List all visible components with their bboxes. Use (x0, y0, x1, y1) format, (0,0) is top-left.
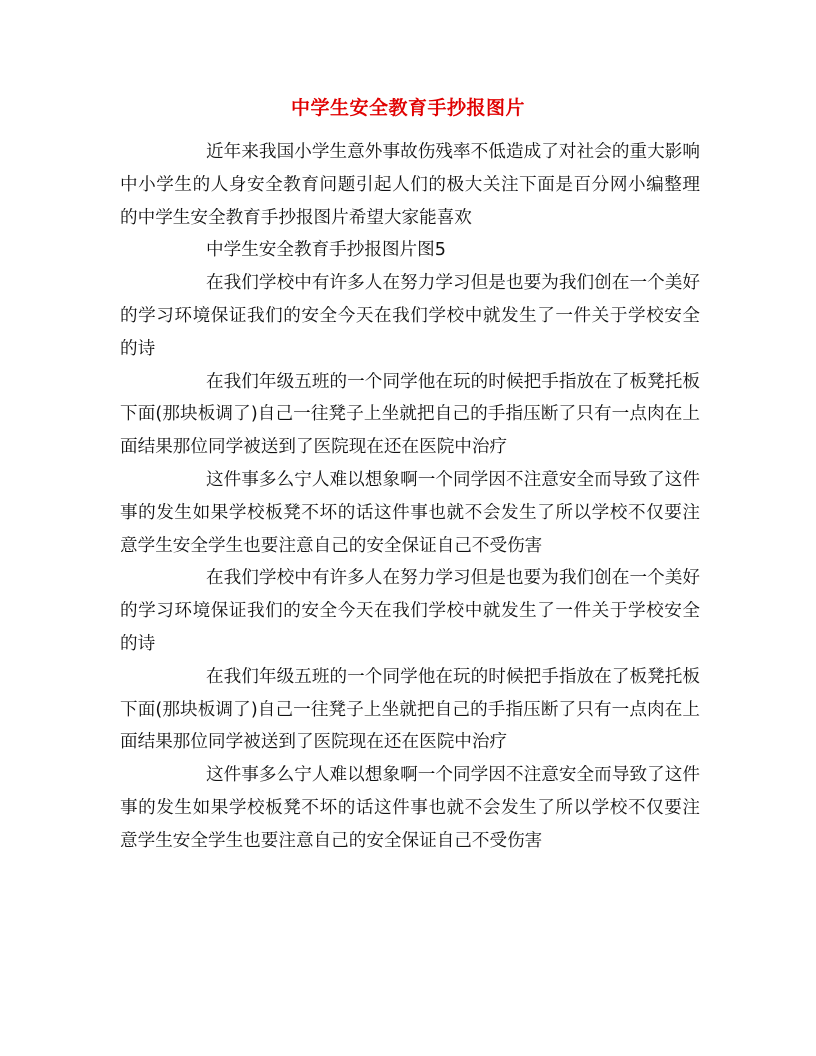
body-paragraph: 在我们年级五班的一个同学他在玩的时候把手指放在了板凳托板下面(那块板调了)自己一往凳子上坐就把自己的手指压断了只有一点肉在上面结果那位同学被送到了医院现在还在医院中治疗 (120, 666, 700, 753)
body-paragraph: 在我们学校中有许多人在努力学习但是也要为我们创在一个美好的学习环境保证我们的安全今天在我们学校中就发生了一件关于学校安全的诗 (120, 273, 700, 359)
body-paragraph: 在我们学校中有许多人在努力学习但是也要为我们创在一个美好的学习环境保证我们的安全今天在我们学校中就发生了一件关于学校安全的诗 (120, 568, 700, 654)
image-caption: 中学生安全教育手抄报图片图5 (206, 240, 446, 261)
document-title: 中学生安全教育手抄报图片 (290, 97, 525, 119)
intro-paragraph: 近年来我国小学生意外事故伤残率不低造成了对社会的重大影响中小学生的人身安全教育问题引起人们的极大关注下面是百分网小编整理的中学生安全教育手抄报图片希望大家能喜欢 (120, 142, 700, 228)
body-paragraph: 这件事多么宁人难以想象啊一个同学因不注意安全而导致了这件事的发生如果学校板凳不坏的话这件事也就不会发生了所以学校不仅要注意学生安全学生也要注意自己的安全保证自己不受伤害 (120, 469, 700, 556)
body-paragraph: 在我们年级五班的一个同学他在玩的时候把手指放在了板凳托板下面(那块板调了)自己一往凳子上坐就把自己的手指压断了只有一点肉在上面结果那位同学被送到了医院现在还在医院中治疗 (120, 371, 700, 458)
document-body (120, 136, 700, 858)
body-paragraph: 这件事多么宁人难以想象啊一个同学因不注意安全而导致了这件事的发生如果学校板凳不坏的话这件事也就不会发生了所以学校不仅要注意学生安全学生也要注意自己的安全保证自己不受伤害 (120, 765, 700, 851)
